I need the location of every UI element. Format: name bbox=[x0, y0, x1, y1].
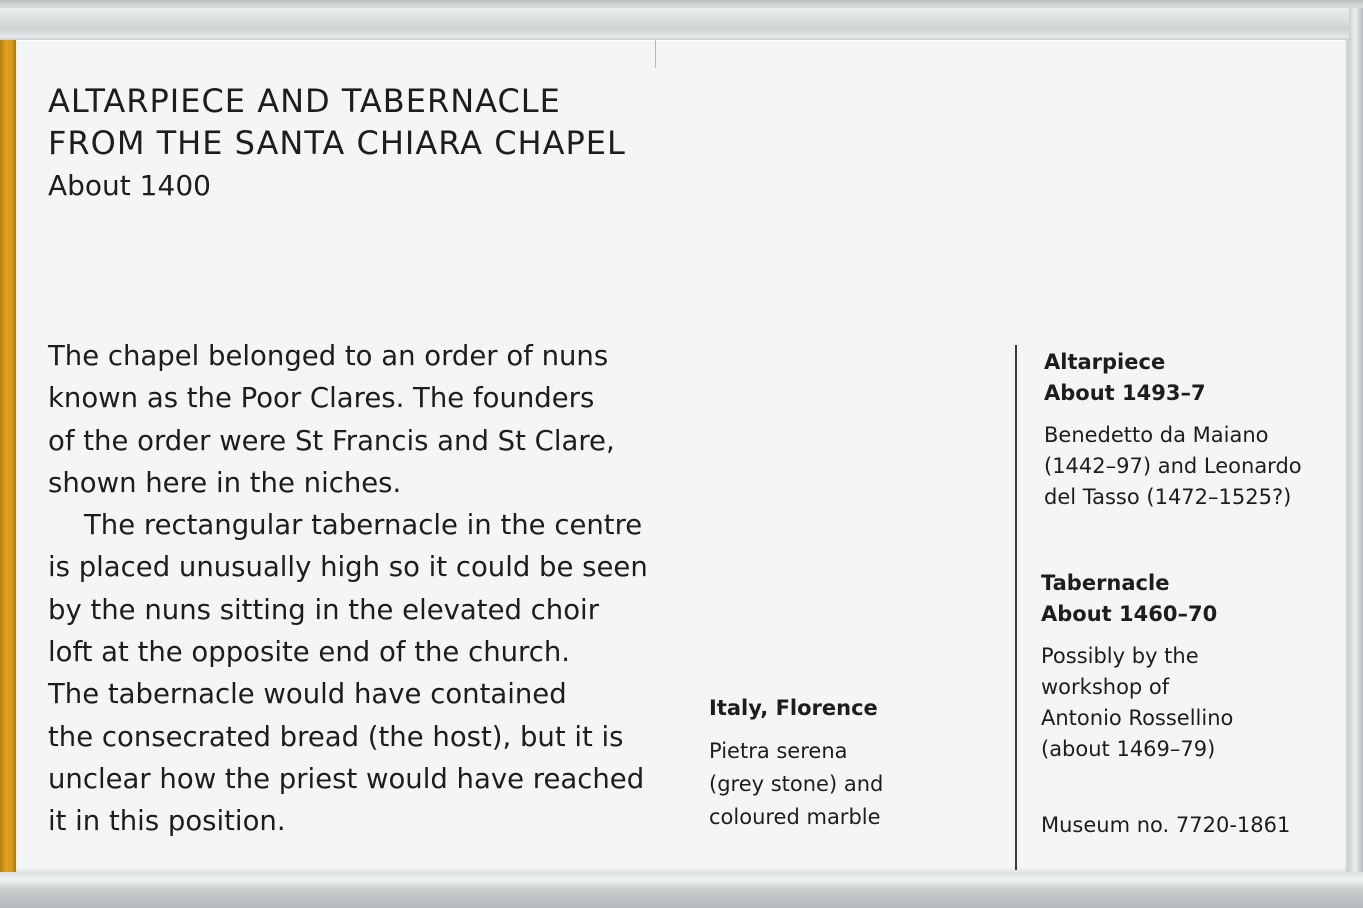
maker-line: (1442–97) and Leonardo bbox=[1044, 454, 1302, 478]
maker-line: Benedetto da Maiano bbox=[1044, 423, 1269, 447]
acrylic-frame-top bbox=[0, 8, 1363, 38]
description-line: The tabernacle would have contained bbox=[48, 678, 567, 711]
maker-line: (about 1469–79) bbox=[1041, 737, 1216, 761]
attribution-column bbox=[1041, 347, 1334, 837]
acrylic-frame-right bbox=[1349, 8, 1363, 908]
description-line: is placed unusually high so it could be seen bbox=[48, 551, 648, 584]
material-text bbox=[709, 735, 989, 834]
description-line: The rectangular tabernacle in the centre bbox=[84, 509, 643, 542]
origin-column bbox=[709, 692, 989, 834]
altarpiece-date: About 1493–7 bbox=[1044, 381, 1206, 405]
description-line: unclear how the priest would have reached bbox=[48, 762, 645, 795]
material-line: (grey stone) and bbox=[709, 772, 884, 796]
description-line: by the nuns sitting in the elevated choir bbox=[48, 593, 600, 626]
object-date: About 1400 bbox=[48, 169, 211, 202]
column-divider bbox=[1015, 345, 1017, 870]
title-line-2: FROM THE SANTA CHIARA CHAPEL bbox=[48, 124, 626, 162]
maker-line: Possibly by the bbox=[1041, 644, 1199, 668]
panel-crease-mark bbox=[655, 40, 656, 68]
altarpiece-title: Altarpiece bbox=[1044, 350, 1166, 374]
acrylic-frame-bottom bbox=[0, 872, 1363, 908]
maker-line: del Tasso (1472–1525?) bbox=[1044, 485, 1292, 509]
altarpiece-makers bbox=[1044, 420, 1334, 513]
description-line: known as the Poor Clares. The founders bbox=[48, 382, 595, 415]
tabernacle-title: Tabernacle bbox=[1041, 571, 1170, 595]
description-line: shown here in the niches. bbox=[48, 466, 402, 499]
maker-line: Antonio Rossellino bbox=[1041, 706, 1234, 730]
description-text bbox=[48, 335, 688, 843]
material-line: coloured marble bbox=[709, 805, 881, 829]
adjacent-amber-surface bbox=[0, 40, 16, 880]
maker-line: workshop of bbox=[1041, 675, 1170, 699]
material-line: Pietra serena bbox=[709, 739, 848, 763]
tabernacle-date: About 1460–70 bbox=[1041, 602, 1218, 626]
museum-number: Museum no. 7720-1861 bbox=[1041, 813, 1291, 837]
description-line: the consecrated bread (the host), but it is bbox=[48, 720, 624, 753]
tabernacle-heading bbox=[1041, 568, 1334, 630]
description-line: The chapel belonged to an order of nuns bbox=[48, 340, 609, 372]
tabernacle-block bbox=[1041, 568, 1334, 765]
altarpiece-heading bbox=[1044, 347, 1334, 409]
altarpiece-block bbox=[1044, 347, 1334, 513]
object-title bbox=[48, 80, 626, 164]
title-line-1: ALTARPIECE AND TABERNACLE bbox=[48, 82, 561, 120]
description-line: loft at the opposite end of the church. bbox=[48, 636, 571, 669]
tabernacle-makers bbox=[1041, 641, 1334, 765]
description-line: it in this position. bbox=[48, 805, 286, 838]
origin-place: Italy, Florence bbox=[709, 696, 878, 720]
description-line: of the order were St Francis and St Clare, bbox=[48, 424, 615, 457]
